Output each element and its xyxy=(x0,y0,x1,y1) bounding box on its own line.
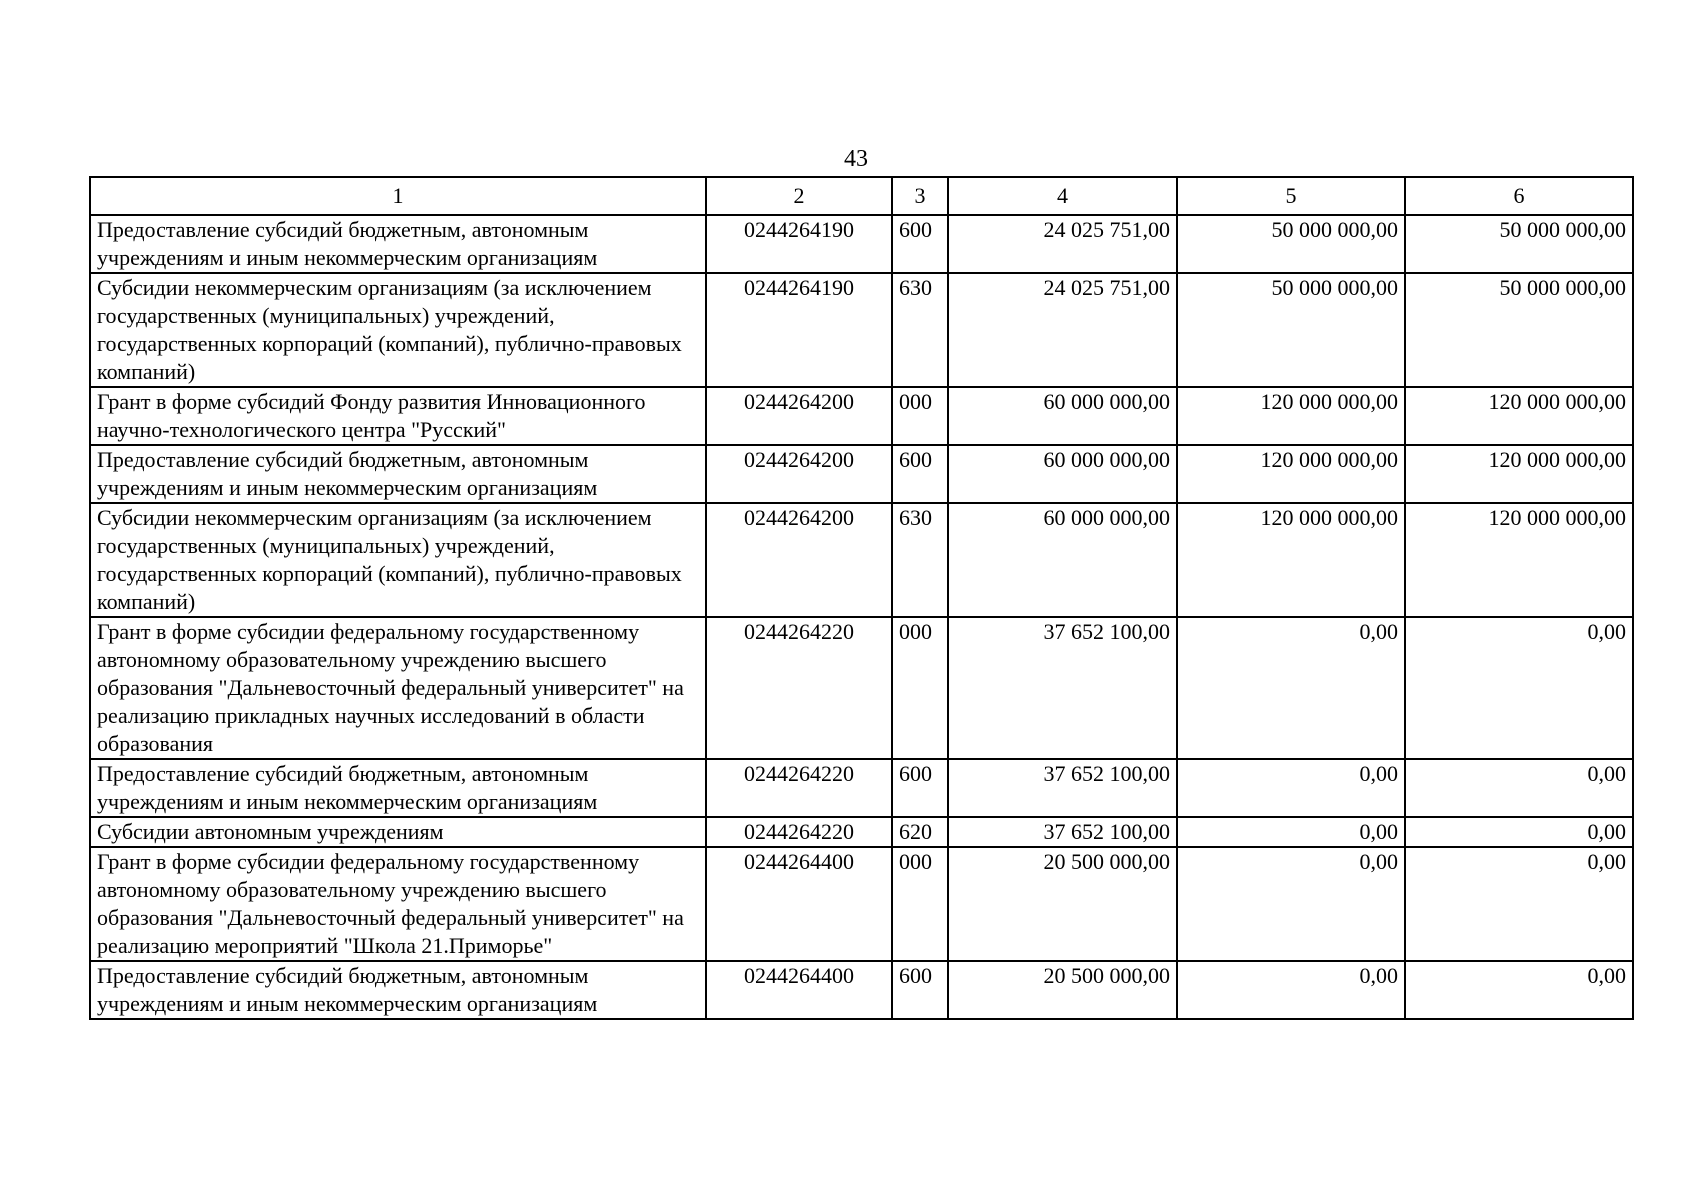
row-amount-col6: 0,00 xyxy=(1405,961,1633,1019)
row-name: Предоставление субсидий бюджетным, автономным учреждениям и иным некоммерческим организациям xyxy=(90,961,706,1019)
row-target-code: 0244264190 xyxy=(706,215,892,273)
row-amount-col4: 60 000 000,00 xyxy=(948,445,1177,503)
row-name: Субсидии некоммерческим организациям (за исключением государственных (муниципальных) учреждений, государственных корпораций (компаний), публично-правовых компаний) xyxy=(90,273,706,387)
budget-table xyxy=(89,176,1634,1020)
row-expense-type: 630 xyxy=(892,503,948,617)
row-amount-col5: 0,00 xyxy=(1177,961,1405,1019)
row-amount-col6: 0,00 xyxy=(1405,817,1633,847)
row-amount-col4: 20 500 000,00 xyxy=(948,847,1177,961)
column-header-6: 6 xyxy=(1405,177,1633,215)
row-amount-col6: 50 000 000,00 xyxy=(1405,273,1633,387)
row-target-code: 0244264220 xyxy=(706,817,892,847)
table-row xyxy=(90,215,1633,273)
row-amount-col4: 60 000 000,00 xyxy=(948,503,1177,617)
table-body xyxy=(90,215,1633,1019)
row-amount-col5: 50 000 000,00 xyxy=(1177,215,1405,273)
row-amount-col5: 0,00 xyxy=(1177,817,1405,847)
row-amount-col5: 120 000 000,00 xyxy=(1177,503,1405,617)
column-header-3: 3 xyxy=(892,177,948,215)
row-amount-col5: 0,00 xyxy=(1177,617,1405,759)
row-amount-col5: 0,00 xyxy=(1177,847,1405,961)
row-amount-col5: 50 000 000,00 xyxy=(1177,273,1405,387)
row-target-code: 0244264200 xyxy=(706,387,892,445)
row-name: Грант в форме субсидий Фонду развития Инновационного научно-технологического центра "Русский" xyxy=(90,387,706,445)
row-expense-type: 600 xyxy=(892,961,948,1019)
row-amount-col5: 120 000 000,00 xyxy=(1177,387,1405,445)
row-amount-col6: 120 000 000,00 xyxy=(1405,387,1633,445)
row-expense-type: 600 xyxy=(892,215,948,273)
column-header-5: 5 xyxy=(1177,177,1405,215)
row-target-code: 0244264400 xyxy=(706,847,892,961)
row-expense-type: 630 xyxy=(892,273,948,387)
column-header-4: 4 xyxy=(948,177,1177,215)
row-amount-col6: 50 000 000,00 xyxy=(1405,215,1633,273)
table-header xyxy=(90,177,1633,215)
row-amount-col6: 0,00 xyxy=(1405,617,1633,759)
table-row xyxy=(90,961,1633,1019)
header-row xyxy=(90,177,1633,215)
row-expense-type: 000 xyxy=(892,847,948,961)
row-amount-col6: 120 000 000,00 xyxy=(1405,503,1633,617)
page-number: 43 xyxy=(844,146,868,172)
table-row xyxy=(90,387,1633,445)
row-name: Грант в форме субсидии федеральному государственному автономному образовательному учреждению высшего образования "Дальневосточный федеральный университет" на реализацию мероприятий "Школа 21.Приморье" xyxy=(90,847,706,961)
row-name: Предоставление субсидий бюджетным, автономным учреждениям и иным некоммерческим организациям xyxy=(90,445,706,503)
row-amount-col6: 0,00 xyxy=(1405,847,1633,961)
row-name: Грант в форме субсидии федеральному государственному автономному образовательному учреждению высшего образования "Дальневосточный федеральный университет" на реализацию прикладных научных исследований в области образования xyxy=(90,617,706,759)
row-target-code: 0244264220 xyxy=(706,759,892,817)
row-target-code: 0244264200 xyxy=(706,503,892,617)
row-amount-col6: 0,00 xyxy=(1405,759,1633,817)
row-amount-col5: 0,00 xyxy=(1177,759,1405,817)
row-target-code: 0244264220 xyxy=(706,617,892,759)
table-row xyxy=(90,817,1633,847)
row-expense-type: 000 xyxy=(892,617,948,759)
table-row xyxy=(90,847,1633,961)
row-target-code: 0244264400 xyxy=(706,961,892,1019)
row-name: Предоставление субсидий бюджетным, автономным учреждениям и иным некоммерческим организациям xyxy=(90,759,706,817)
row-name: Субсидии некоммерческим организациям (за исключением государственных (муниципальных) учреждений, государственных корпораций (компаний), публично-правовых компаний) xyxy=(90,503,706,617)
row-name: Субсидии автономным учреждениям xyxy=(90,817,706,847)
table-row xyxy=(90,759,1633,817)
table-row xyxy=(90,273,1633,387)
row-amount-col4: 60 000 000,00 xyxy=(948,387,1177,445)
row-target-code: 0244264200 xyxy=(706,445,892,503)
table-row xyxy=(90,617,1633,759)
row-expense-type: 600 xyxy=(892,759,948,817)
column-header-1: 1 xyxy=(90,177,706,215)
row-amount-col4: 24 025 751,00 xyxy=(948,215,1177,273)
row-amount-col4: 37 652 100,00 xyxy=(948,759,1177,817)
column-header-2: 2 xyxy=(706,177,892,215)
row-amount-col4: 37 652 100,00 xyxy=(948,617,1177,759)
row-amount-col4: 20 500 000,00 xyxy=(948,961,1177,1019)
row-amount-col4: 37 652 100,00 xyxy=(948,817,1177,847)
row-amount-col5: 120 000 000,00 xyxy=(1177,445,1405,503)
row-name: Предоставление субсидий бюджетным, автономным учреждениям и иным некоммерческим организациям xyxy=(90,215,706,273)
row-amount-col4: 24 025 751,00 xyxy=(948,273,1177,387)
row-target-code: 0244264190 xyxy=(706,273,892,387)
table-row xyxy=(90,503,1633,617)
row-expense-type: 620 xyxy=(892,817,948,847)
row-expense-type: 600 xyxy=(892,445,948,503)
row-amount-col6: 120 000 000,00 xyxy=(1405,445,1633,503)
table-row xyxy=(90,445,1633,503)
row-expense-type: 000 xyxy=(892,387,948,445)
